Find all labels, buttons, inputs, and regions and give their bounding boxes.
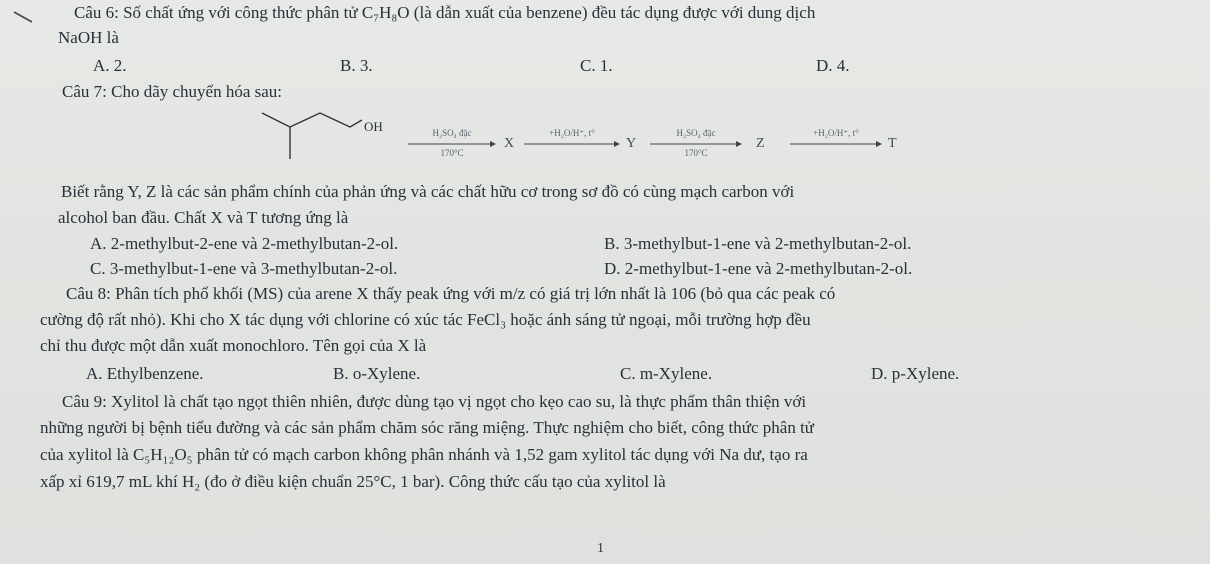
- q7-option-a: A. 2-methylbut-2-ene và 2-methylbutan-2-ol.: [90, 234, 399, 253]
- compound-z: Z: [756, 136, 765, 151]
- q7-title: Câu 7: Cho dãy chuyển hóa sau:: [62, 82, 283, 101]
- q7-option-c: C. 3-methylbut-1-ene và 3-methylbutan-2-ol.: [90, 259, 398, 278]
- arrow-4-reagent: +H₂O/H⁺, t°: [813, 128, 859, 138]
- q8-option-c: C. m-Xylene.: [620, 364, 713, 383]
- q6-option-b: B. 3.: [340, 56, 373, 75]
- q9-line-2: những người bị bệnh tiểu đường và các sản phẩm chăm sóc răng miệng. Thực nghiệm cho biết, công thức phân tử: [40, 418, 815, 437]
- q7-line-2: alcohol ban đầu. Chất X và T tương ứng là: [58, 208, 349, 227]
- q6-option-c: C. 1.: [580, 56, 613, 75]
- arrow-1-reagent: H₂SO₄ đặc: [432, 128, 472, 138]
- arrow-2: [524, 128, 620, 160]
- compound-t: T: [888, 136, 897, 151]
- arrow-4: [790, 128, 882, 160]
- arrow-3-reagent: H₂SO₄ đặc: [676, 128, 716, 138]
- q7-line-1: Biết rằng Y, Z là các sản phẩm chính của phản ứng và các chất hữu cơ trong sơ đồ có cùng mạch carbon với: [61, 182, 795, 201]
- q6-line-1: Câu 6: Số chất ứng với công thức phân tử C₇H₈O (là dẫn xuất của benzene) đều tác dụng được với dung dịch: [74, 3, 816, 22]
- q8-line-1: Câu 8: Phân tích phổ khối (MS) của arene X thấy peak ứng với m/z có giá trị lớn nhất là 106 (bỏ qua các peak có: [66, 284, 836, 303]
- q9-line-3: của xylitol là C₅H₁₂O₅ phân tử có mạch carbon không phân nhánh và 1,52 gam xylitol tác dụng với Na dư, tạo ra: [40, 445, 808, 464]
- alcohol-skeletal-structure: [252, 103, 402, 173]
- q8-option-b: B. o-Xylene.: [333, 364, 421, 383]
- q9-line-4: xấp xỉ 619,7 mL khí H₂ (đo ở điều kiện chuẩn 25°C, 1 bar). Công thức cấu tạo của xylitol là: [40, 472, 666, 491]
- compound-x: X: [504, 136, 515, 151]
- q6-option-a: A. 2.: [93, 56, 127, 75]
- q6-option-d: D. 4.: [816, 56, 850, 75]
- q9-line-1: Câu 9: Xylitol là chất tạo ngọt thiên nhiên, được dùng tạo vị ngọt cho kẹo cao su, là thực phẩm thân thiện với: [62, 392, 807, 411]
- arrow-3: [650, 128, 742, 160]
- arrow-1-condition: 170°C: [440, 148, 464, 158]
- q8-option-d: D. p-Xylene.: [871, 364, 960, 383]
- q8-option-a: A. Ethylbenzene.: [86, 364, 204, 383]
- arrow-3-condition: 170°C: [684, 148, 708, 158]
- q8-line-3: chỉ thu được một dẫn xuất monochloro. Tên gọi của X là: [40, 336, 427, 355]
- q7-option-d: D. 2-methylbut-1-ene và 2-methylbutan-2-ol.: [604, 259, 913, 278]
- compound-y: Y: [626, 136, 637, 151]
- q6-line-2: NaOH là: [58, 28, 119, 47]
- arrow-2-reagent: +H₂O/H⁺, t°: [549, 128, 595, 138]
- q7-option-b: B. 3-methylbut-1-ene và 2-methylbutan-2-ol.: [604, 234, 912, 253]
- arrow-1: [408, 128, 496, 160]
- page-number: 1: [597, 541, 604, 556]
- pencil-mark: [6, 6, 46, 30]
- q8-line-2: cường độ rất nhỏ). Khi cho X tác dụng với chlorine có xúc tác FeCl₃ hoặc ánh sáng tử ngoại, mỗi trường hợp đều: [40, 310, 811, 329]
- oh-label: OH: [364, 119, 383, 134]
